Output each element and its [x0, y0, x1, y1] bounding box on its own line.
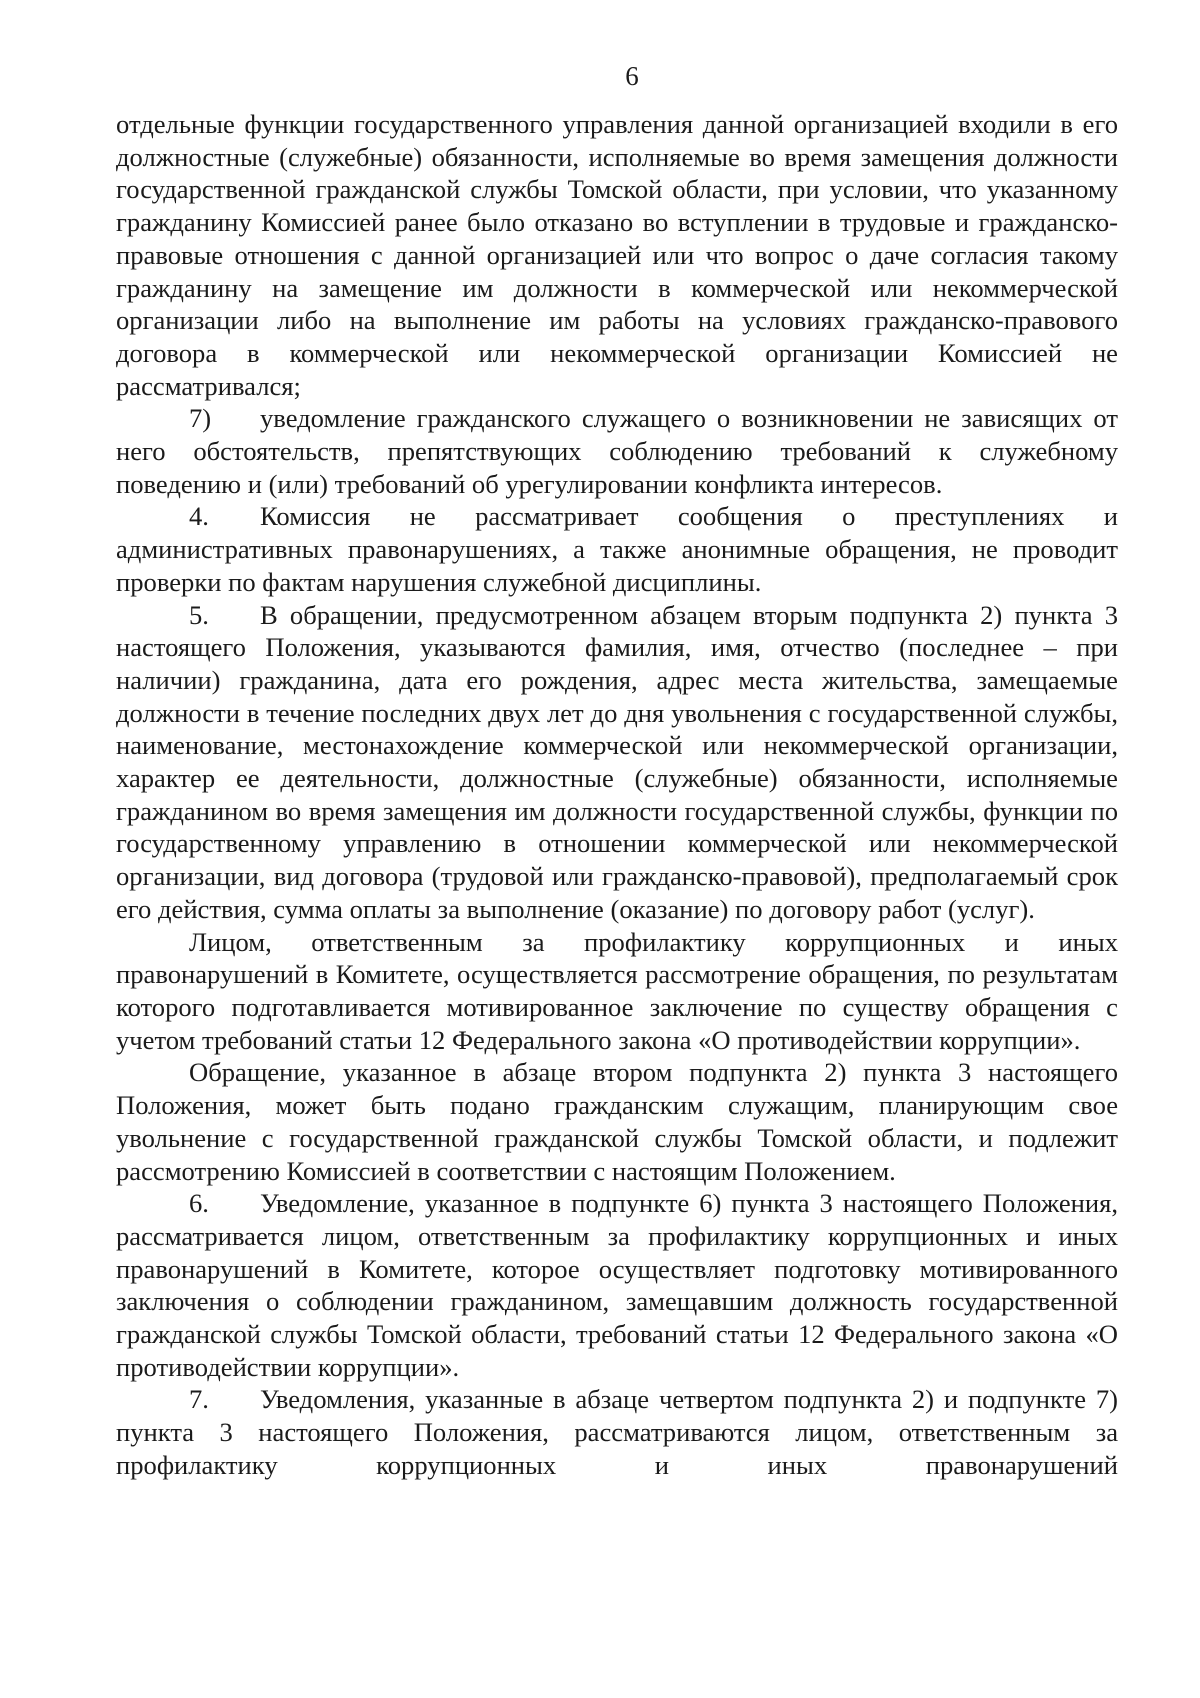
paragraph-text: В обращении, предусмотренном абзацем вторым подпункта 2) пункта 3 настоящего Положения, указываются фамилия, имя, отчество (последнее – при наличии) гражданина, дата его рождения, адрес места жительства, замещаемые должности в течение последних двух лет до дня увольнения с государственной службы, наименование, местонахождение коммерческой или некоммерческой организации, характер ее деятельности, должностные (служебные) обязанности, исполняемые гражданином во время замещения им должности государственной службы, функции по государственному управлению в отношении коммерческой или некоммерческой организации, вид договора (трудовой или гражданско-правовой), предполагаемый срок его действия, сумма оплаты за выполнение (оказание) по договору работ (услуг).: [116, 599, 1118, 924]
paragraph-text: отдельные функции государственного управления данной организацией входили в его должностные (служебные) обязанности, исполняемые во время замещения должности государственной гражданской службы Томской области, при условии, что указанному гражданину Комиссией ранее было отказано во вступлении в трудовые и гражданско-правовые отношения с данной организацией или что вопрос о даче согласия такому гражданину на замещение им должности в коммерческой или некоммерческой организации либо на выполнение им работы на условиях гражданско-правового договора в коммерческой или некоммерческой организации Комиссией не рассматривался;: [116, 109, 1118, 401]
paragraph-item-4: [116, 500, 1118, 598]
paragraph-responsible-person: [116, 926, 1118, 1057]
paragraph-text: Уведомление, указанное в подпункте 6) пункта 3 настоящего Положения, рассматривается лицом, ответственным за профилактику коррупционных и иных правонарушений в Комитете, которое осуществляет подготовку мотивированного заключения о соблюдении гражданином, замещавшим должность государственной гражданской службы Томской области, требований статьи 12 Федерального закона «О противодействии коррупции».: [116, 1188, 1118, 1382]
paragraph-subitem-7: [116, 402, 1118, 500]
paragraph-text: уведомление гражданского служащего о возникновении не зависящих от него обстоятельств, препятствующих соблюдению требований к служебному поведению и (или) требований об урегулировании конфликта интересов.: [116, 403, 1118, 499]
paragraph-appeal: [116, 1056, 1118, 1187]
item-number: 4.: [189, 501, 209, 532]
paragraph-item-6: [116, 1187, 1118, 1383]
document-body: [116, 108, 1118, 1482]
paragraph-text: Обращение, указанное в абзаце втором подпункта 2) пункта 3 настоящего Положения, может быть подано гражданским служащим, планирующим свое увольнение с государственной гражданской службы Томской области, и подлежит рассмотрению Комиссией в соответствии с настоящим Положением.: [116, 1057, 1118, 1186]
paragraph-continuation: [116, 108, 1118, 402]
paragraph-item-7: [116, 1383, 1118, 1481]
paragraph-text: Комиссия не рассматривает сообщения о преступлениях и административных правонарушениях, а также анонимные обращения, не проводит проверки по фактам нарушения служебной дисциплины.: [116, 501, 1118, 597]
paragraph-text: Уведомления, указанные в абзаце четвертом подпункта 2) и подпункте 7) пункта 3 настоящего Положения, рассматриваются лицом, ответственным за профилактику коррупционных и иных правонарушений: [116, 1384, 1118, 1480]
item-number: 7.: [189, 1384, 209, 1415]
page-number: 6: [625, 61, 639, 91]
item-number: 6.: [189, 1188, 209, 1219]
paragraph-text: Лицом, ответственным за профилактику коррупционных и иных правонарушений в Комитете, осуществляется рассмотрение обращения, по результатам которого подготавливается мотивированное заключение по существу обращения с учетом требований статьи 12 Федерального закона «О противодействии коррупции».: [116, 926, 1118, 1055]
item-number: 7): [189, 403, 212, 434]
item-number: 5.: [189, 599, 209, 630]
paragraph-item-5: [116, 599, 1118, 926]
